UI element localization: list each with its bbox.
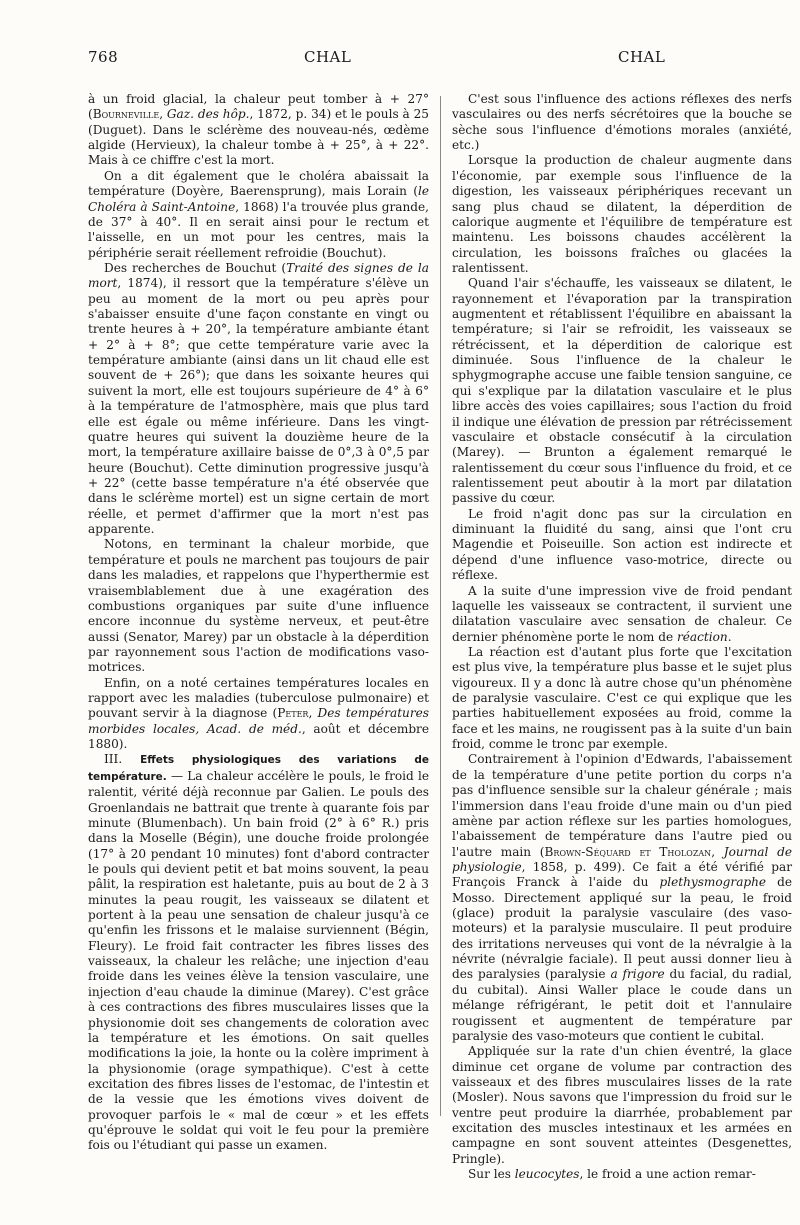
paragraph: La réaction est d'autant plus forte que l'excitation est plus vive, la température plus basse et le sujet plus vigoureux. Il y a donc là autre chose qu'un phénomène de paralysie vasculaire. C'est ce qui explique que les parties habituellement exposées au froid, comme la face et les mains, ne rougissent pas à la suite d'un bain froid, comme le tronc par exemple.: [452, 644, 792, 752]
running-title-right: CHAL: [618, 48, 666, 66]
paragraph: Sur les leucocytes, le froid a une action remar-: [468, 1167, 756, 1182]
paragraph: Lorsque la production de chaleur augmente dans l'économie, par exemple sous l'influence de la digestion, les vaisseaux périphériques recevant un sang plus chaud se dilatent, la déperdition de calorique augmente et l'équilibre de température est maintenu. Les boissons chaudes accélèrent la circulation, les boissons fraîches ou glacées la ralentissent.: [452, 153, 792, 275]
running-header: [88, 48, 722, 72]
paragraph: Notons, en terminant la chaleur morbide, que température et pouls ne marchent pas toujours de pair dans les maladies, et rappelons que l'hyperthermie est vraisemblablement due à une exagération des combustions organiques par suite d'une influence encore inconnue du système nerveux, et peut-être aussi (Senator, Marey) par un obstacle à la déperdition par rayonnement sous l'action de modifications vaso-motrices.: [88, 537, 429, 675]
section-paragraph: III. Effets physiologiques des variations de température. — La chaleur accélère le pouls, le froid le ralentit, vérité déjà reconnue par Galien. Le pouls des Groenlandais ne battrait que trente à quarante fois par minute (Blumenbach). Un bain froid (2° à 6° R.) pris dans la Moselle (Bégin), une douche froide prolongée (17° à 20 pendant 10 minutes) font d'abord contracter le pouls qui devient petit et bat moins souvent, la peau pâlit, la respiration est haletante, puis au bout de 2 à 3 minutes la peau rougit, les vaisseaux se dilatent et portent à la peau une sensation de chaleur jusqu'à ce qu'enfin les frissons et le malaise surviennent (Bégin, Fleury). Le froid fait contracter les fibres lisses des vaisseaux, la chaleur les relâche; une injection d'eau froide dans les veines élève la tension vasculaire, une injection d'eau chaude la diminue (Marey). C'est grâce à ces contractions des fibres musculaires lisses que la physionomie doit ses changements de coloration avec la température et les émotions. On sait quelles modifications la joie, la honte ou la colère impriment à la physionomie (orage sympathique). C'est à cette excitation des fibres lisses de l'estomac, de l'intestin et de la vessie que les émotions vives doivent de provoquer parfois le « mal de cœur » et les effets qu'éprouve le soldat qui voit le feu pour la première fois ou l'étudiant qui passe un examen.: [88, 752, 429, 1153]
column-divider: [440, 96, 441, 1116]
paragraph: à un froid glacial, la chaleur peut tomber à + 27° (Bourneville, Gaz. des hôp., 1872, p. 34) et le pouls à 25 (Duguet). Dans le sclérème des nouveau-nés, œdème algide (Hervieux), la chaleur tombe à + 25°, à + 22°. Mais à ce chiffre c'est la mort.: [88, 92, 429, 168]
paragraph: Enfin, on a noté certaines températures locales en rapport avec les maladies (tuberculose pulmonaire) et pouvant servir à la diagnose (Peter, Des températures morbides locales, Acad. de méd., août et décembre 1880).: [88, 675, 429, 752]
paragraph: Quand l'air s'échauffe, les vaisseaux se dilatent, le rayonnement et l'évaporation par la transpiration augmentent et rétablissent l'équilibre en abaissant la température; si l'air se refroidit, les vaisseaux se rétrécissent, et la déperdition de calorique est diminuée. Sous l'influence de la chaleur le sphygmographe accuse une faible tension sanguine, ce qui s'explique par la dilatation vasculaire et le plus libre accès des voies capillaires; sous l'action du froid il indique une élévation de pression par rétrécissement vasculaire et obstacle consécutif à la circulation (Marey). — Brunton a également remarqué le ralentissement du cœur sous l'influence du froid, et ce ralentissement peut aboutir à la mort par dilatation passive du cœur.: [452, 276, 792, 506]
right-column: [452, 92, 793, 1182]
paragraph: Des recherches de Bouchut (Traité des signes de la mort, 1874), il ressort que la température s'élève un peu au moment de la mort ou peu après pour s'abaisser ensuite d'une façon constante en vingt ou trente heures à + 20°, la température ambiante étant + 2° à + 8°; que cette température varie avec la température ambiante (ainsi dans un lit chaud elle est souvent de + 26°); que dans les soixante heures qui suivent la mort, elle est toujours supérieure de 4° à 6° à la température de l'atmosphère, mais que plus tard elle est égale ou même inférieure. Dans les vingt-quatre heures qui suivent la douzième heure de la mort, la température axillaire baisse de 0°,3 à 0°,5 par heure (Bouchut). Cette diminution progressive jusqu'à + 22° (cette basse température n'a été observée que dans le sclérème mortel) est un signe certain de mort réelle, et permet d'affirmer que la mort n'est pas apparente.: [88, 260, 429, 537]
paragraph: Contrairement à l'opinion d'Edwards, l'abaissement de la température d'une petite portion du corps n'a pas d'influence sensible sur la chaleur générale ; mais l'immersion dans l'eau froide d'une main ou d'un pied amène par action réflexe sur les parties homologues, l'abaissement de température dans l'autre pied ou l'autre main (Brown-Séquard et Tholozan, Journal de physiologie, 1858, p. 499). Ce fait a été vérifié par François Franck à l'aide du plethysmographe de Mosso. Directement appliqué sur la peau, le froid (glace) produit la paralysie vasculaire (des vaso-moteurs) et la paralysie musculaire. Il peut produire des irritations nerveuses qui vont de la névralgie à la névrite (névralgie faciale). Il peut aussi donner lieu à des paralysies (paralysie a frigore du facial, du radial, du cubital). Ainsi Waller place le coude dans un mélange réfrigérant, le petit doit et l'annulaire rougissent et augmentent de température par paralysie des vaso-moteurs que contient le cubital.: [452, 752, 793, 1043]
paragraph: On a dit également que le choléra abaissait la température (Doyère, Baerensprung), mais Lorain (le Choléra à Saint-Antoine, 1868) l'a trouvée plus grande, de 37° à 40°. Il en serait ainsi pour le rectum et l'aisselle, en un mot pour les centres, mais la périphérie serait réellement refroidie (Bouchut).: [88, 168, 429, 260]
paragraph: Appliquée sur la rate d'un chien éventré, la glace diminue cet organe de volume par contraction des vaisseaux et des fibres musculaires lisses de la rate (Mosler). Nous savons que l'impression du froid sur le ventre peut produire la diarrhée, probablement par excitation des muscles intestinaux et les armées en campagne en sont souvent atteintes (Desgenettes, Pringle).: [452, 1044, 792, 1166]
section-heading: Effets physiologiques des variations de température.: [88, 754, 429, 783]
page-number: 768: [88, 48, 119, 66]
running-title-left: CHAL: [304, 48, 352, 66]
paragraph: C'est sous l'influence des actions réflexes des nerfs vasculaires ou des nerfs sécrétoires que la bouche se sèche sous l'influence d'émotions morales (anxiété, etc.): [452, 92, 792, 153]
paragraph: A la suite d'une impression vive de froid pendant laquelle les vaisseaux se contractent, il survient une dilatation vasculaire avec sensation de chaleur. Ce dernier phénomène porte le nom de réaction.: [452, 583, 792, 644]
left-column: [88, 92, 429, 1153]
paragraph: Le froid n'agit donc pas sur la circulation en diminuant la fluidité du sang, ainsi que l'ont cru Magendie et Poiseuille. Son action est indirecte et dépend d'une influence vaso-motrice, directe ou réflexe.: [452, 506, 792, 583]
